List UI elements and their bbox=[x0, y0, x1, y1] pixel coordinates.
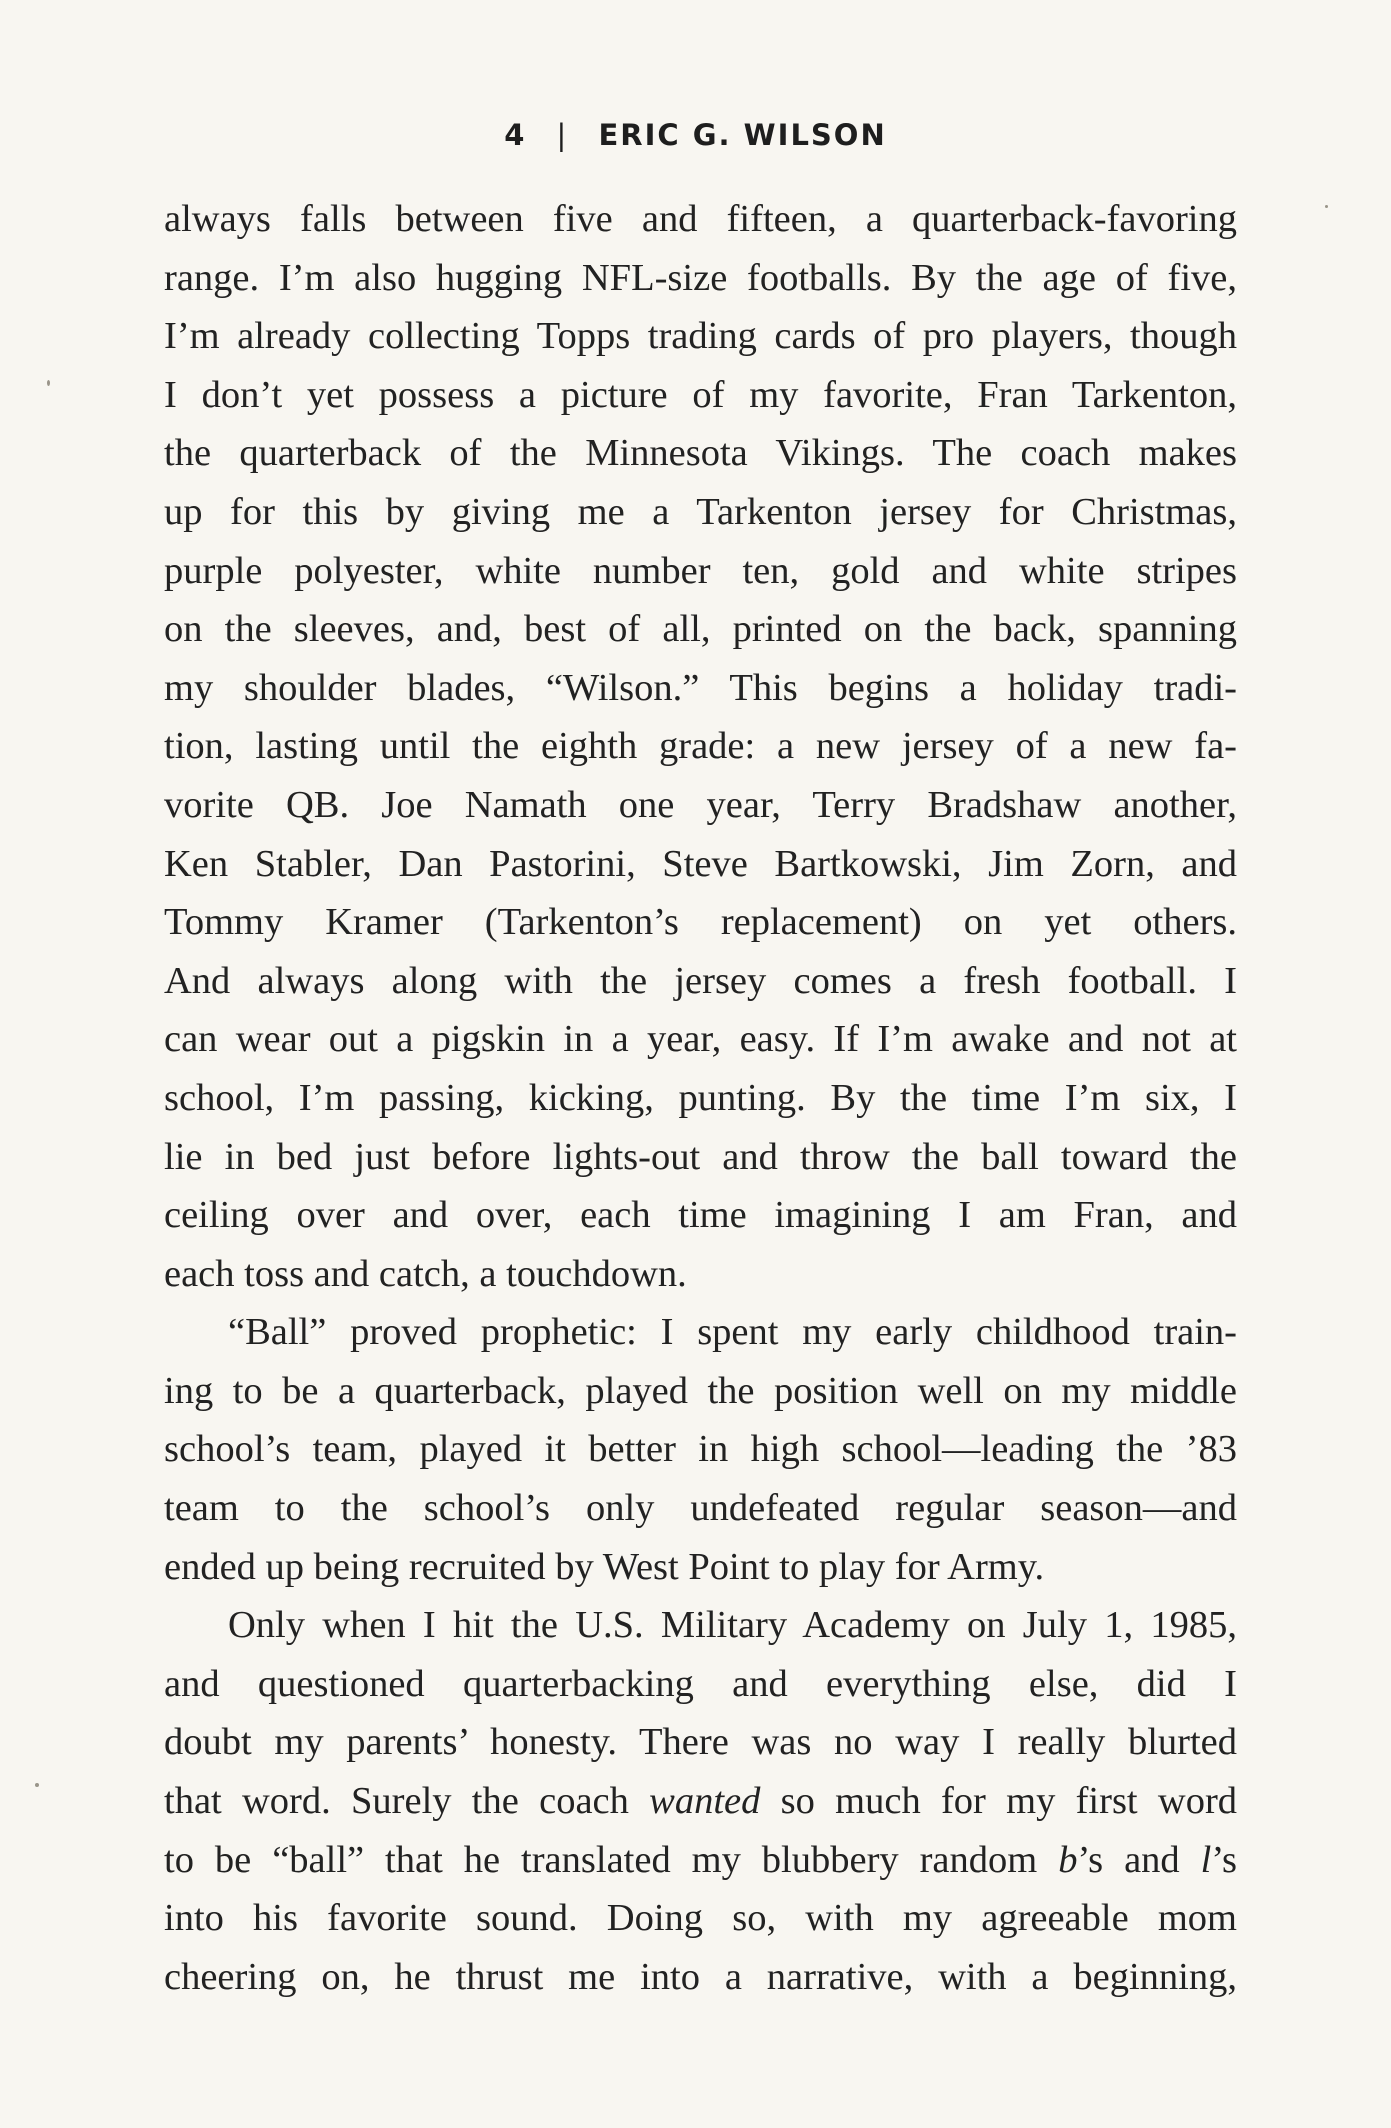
text-line: tion, lasting until the eighth grade: a new jersey of a new fa- bbox=[164, 725, 1237, 768]
text-line: up for this by giving me a Tarkenton jersey for Christmas, bbox=[164, 490, 1237, 533]
page-number: 4 bbox=[504, 118, 527, 152]
paper-speck bbox=[35, 1783, 39, 1787]
text-line: cheering on, he thrust me into a narrative, with a beginning, bbox=[164, 1955, 1237, 1998]
text-line bbox=[164, 1772, 1237, 1831]
running-header bbox=[0, 118, 1391, 152]
text-line: team to the school’s only undefeated regular season—and bbox=[164, 1487, 1237, 1530]
text-line: school’s team, played it better in high school—leading the ’83 bbox=[164, 1428, 1237, 1471]
text-line: Ken Stabler, Dan Pastorini, Steve Bartkowski, Jim Zorn, and bbox=[164, 842, 1237, 885]
italic-word: wanted bbox=[649, 1780, 761, 1823]
text-line: school, I’m passing, kicking, punting. By the time I’m six, I bbox=[164, 1076, 1237, 1119]
author-name: ERIC G. WILSON bbox=[598, 118, 887, 152]
italic-letter: l bbox=[1200, 1838, 1212, 1881]
text-line bbox=[164, 1831, 1237, 1890]
text-line: range. I’m also hugging NFL-size footballs. By the age of five, bbox=[164, 256, 1237, 299]
text-line: can wear out a pigskin in a year, easy. If I’m awake and not at bbox=[164, 1018, 1237, 1061]
text-segment: to be “ball” that he translated my blubbery random bbox=[164, 1838, 1038, 1881]
body-text bbox=[164, 190, 1237, 2006]
header-separator: | bbox=[556, 118, 569, 152]
text-line: And always along with the jersey comes a fresh football. I bbox=[164, 959, 1237, 1002]
text-segment: that word. Surely the coach bbox=[164, 1780, 629, 1823]
text-line: into his favorite sound. Doing so, with my agreeable mom bbox=[164, 1897, 1237, 1940]
text-line: doubt my parents’ honesty. There was no way I really blurted bbox=[164, 1721, 1237, 1764]
text-line: ing to be a quarterback, played the position well on my middle bbox=[164, 1369, 1237, 1412]
text-segment: ’s bbox=[1211, 1838, 1238, 1881]
paragraph-1 bbox=[164, 190, 1237, 1303]
text-line: I’m already collecting Topps trading cards of pro players, though bbox=[164, 315, 1237, 358]
text-line: “Ball” proved prophetic: I spent my early childhood train- bbox=[228, 1311, 1237, 1354]
text-line: and questioned quarterbacking and everything else, did I bbox=[164, 1662, 1237, 1705]
text-line: I don’t yet possess a picture of my favorite, Fran Tarkenton, bbox=[164, 373, 1237, 416]
paragraph-3 bbox=[164, 1596, 1237, 2006]
text-segment: ’s and bbox=[1077, 1838, 1180, 1881]
text-line: always falls between five and fifteen, a quarterback-favoring bbox=[164, 198, 1237, 240]
text-line: on the sleeves, and, best of all, printed on the back, spanning bbox=[164, 608, 1237, 651]
text-line: ceiling over and over, each time imagining I am Fran, and bbox=[164, 1194, 1237, 1237]
text-line: my shoulder blades, “Wilson.” This begins a holiday tradi- bbox=[164, 666, 1237, 709]
text-segment: so much for my first word bbox=[780, 1780, 1238, 1823]
italic-letter: b bbox=[1058, 1838, 1078, 1881]
text-line: ended up being recruited by West Point to play for Army. bbox=[164, 1545, 1045, 1588]
text-line: vorite QB. Joe Namath one year, Terry Bradshaw another, bbox=[164, 783, 1237, 826]
text-line: the quarterback of the Minnesota Vikings. The coach makes bbox=[164, 432, 1237, 475]
paper-speck bbox=[47, 380, 50, 386]
paragraph-2 bbox=[164, 1303, 1237, 1596]
text-line: each toss and catch, a touchdown. bbox=[164, 1252, 687, 1295]
text-line: purple polyester, white number ten, gold and white stripes bbox=[164, 549, 1237, 592]
text-line: lie in bed just before lights-out and throw the ball toward the bbox=[164, 1135, 1237, 1178]
paper-speck bbox=[1325, 205, 1328, 208]
text-line: Only when I hit the U.S. Military Academy on July 1, 1985, bbox=[228, 1604, 1237, 1647]
text-line: Tommy Kramer (Tarkenton’s replacement) on yet others. bbox=[164, 901, 1237, 944]
